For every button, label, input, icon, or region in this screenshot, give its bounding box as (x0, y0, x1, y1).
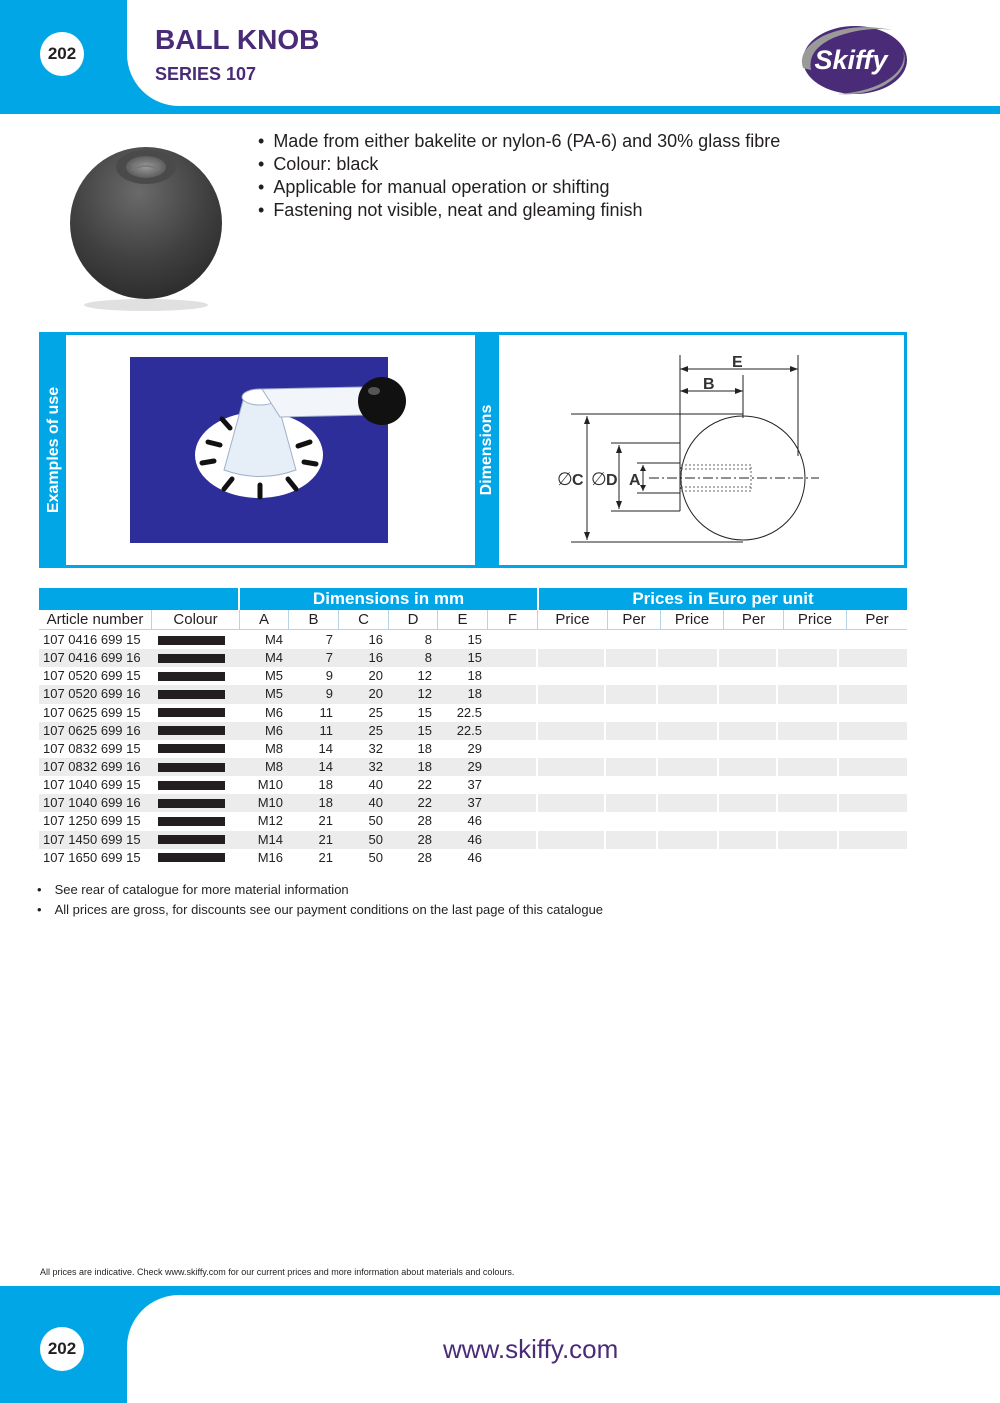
prices-group-header: Prices in Euro per unit (539, 588, 907, 610)
dim-a-cell: M16 (257, 849, 283, 865)
price-cell (776, 685, 837, 703)
dim-e-cell: 15 (467, 650, 482, 666)
dim-e-cell: 22.5 (456, 704, 482, 720)
col-header-per: Per (608, 610, 661, 630)
per-cell (604, 776, 656, 794)
note-item: • All prices are gross, for discounts see our payment conditions on the last page of this catalogue (37, 900, 603, 920)
per-cell (604, 667, 656, 685)
dim-d-cell: 15 (417, 722, 432, 738)
article-number-cell: 107 1040 699 15 (43, 777, 141, 793)
article-number-cell: 107 1040 699 16 (43, 795, 141, 811)
per-cell (717, 722, 776, 740)
colour-swatch (158, 636, 225, 645)
per-cell (837, 758, 896, 776)
dim-c-cell: 16 (368, 632, 383, 647)
dim-d-cell: 8 (424, 632, 432, 647)
dim-a-cell: M10 (257, 795, 283, 811)
colour-cell (152, 631, 240, 649)
colour-swatch (158, 654, 225, 663)
dim-f-cell (488, 722, 536, 740)
article-number-cell: 107 1250 699 15 (43, 813, 141, 829)
note-item: • See rear of catalogue for more material information (37, 880, 603, 900)
dim-f-cell (488, 776, 536, 794)
colour-swatch (158, 799, 225, 808)
dim-d-cell: 22 (417, 795, 432, 811)
dim-b-cell: 18 (318, 777, 333, 793)
dim-b-cell: 14 (318, 758, 333, 774)
colour-swatch (158, 763, 225, 772)
per-cell (837, 704, 896, 722)
dim-c-cell: 50 (368, 813, 383, 829)
table-column-header (39, 610, 907, 630)
table-row (39, 631, 907, 649)
dim-d-cell: 12 (417, 668, 432, 684)
col-header-d: D (389, 610, 438, 630)
dim-c-cell: 25 (368, 722, 383, 738)
colour-cell (152, 758, 240, 776)
dim-c-cell: 32 (368, 740, 383, 756)
article-number-cell: 107 0520 699 15 (43, 668, 141, 684)
per-cell (837, 831, 896, 849)
per-cell (837, 776, 896, 794)
per-cell (837, 794, 896, 812)
diameter-symbol: ∅ (557, 469, 573, 489)
price-cell (536, 649, 604, 667)
dim-b-cell: 11 (319, 722, 333, 738)
per-cell (717, 685, 776, 703)
per-cell (717, 649, 776, 667)
price-cell (536, 631, 604, 649)
price-cell (776, 667, 837, 685)
per-cell (837, 722, 896, 740)
dim-e-cell: 18 (467, 668, 482, 684)
dim-e-cell: 22.5 (456, 722, 482, 738)
price-cell (536, 831, 604, 849)
table-row (39, 685, 907, 703)
dim-c-cell: 40 (368, 795, 383, 811)
per-cell (604, 649, 656, 667)
colour-cell (152, 740, 240, 758)
colour-cell (152, 812, 240, 830)
colour-swatch (158, 835, 225, 844)
colour-cell (152, 704, 240, 722)
col-header-price: Price (661, 610, 724, 630)
dim-f-cell (488, 740, 536, 758)
dim-b-cell: 7 (325, 632, 333, 647)
dim-f-cell (488, 649, 536, 667)
colour-swatch (158, 726, 225, 735)
price-cell (776, 812, 837, 830)
dim-b-cell: 9 (325, 668, 333, 684)
dim-c-cell: 20 (368, 668, 383, 684)
table-row (39, 649, 907, 667)
table-row (39, 794, 907, 812)
price-cell (656, 631, 717, 649)
dim-b-cell: 7 (325, 650, 333, 666)
price-cell (776, 776, 837, 794)
per-cell (717, 704, 776, 722)
per-cell (717, 776, 776, 794)
feature-item: • Made from either bakelite or nylon-6 (PA-6) and 30% glass fibre (258, 130, 780, 153)
dim-d-cell: 18 (417, 758, 432, 774)
example-of-use-illustration (104, 335, 512, 565)
table-row (39, 758, 907, 776)
table-row (39, 812, 907, 830)
skiffy-logo (793, 20, 913, 100)
dim-a-cell: M8 (264, 740, 283, 756)
article-number-cell: 107 0832 699 16 (43, 758, 141, 774)
dim-f-cell (488, 794, 536, 812)
dim-d-cell: 18 (417, 740, 432, 756)
blank-header-block (39, 588, 238, 610)
per-cell (837, 631, 896, 649)
dimension-drawing (499, 335, 904, 565)
per-cell (717, 758, 776, 776)
dim-a-cell: M5 (264, 686, 283, 702)
dim-b-cell: 21 (318, 813, 333, 829)
price-cell (776, 794, 837, 812)
price-cell (536, 667, 604, 685)
dim-f-cell (488, 631, 536, 649)
colour-cell (152, 667, 240, 685)
product-table (39, 588, 907, 867)
price-cell (776, 831, 837, 849)
price-cell (656, 704, 717, 722)
dim-f-cell (488, 667, 536, 685)
dim-f-cell (488, 812, 536, 830)
price-cell (776, 722, 837, 740)
price-cell (536, 758, 604, 776)
article-number-cell: 107 0832 699 15 (43, 740, 141, 756)
dim-d-cell: 12 (417, 686, 432, 702)
price-cell (656, 722, 717, 740)
price-cell (656, 649, 717, 667)
dim-b-cell: 14 (318, 740, 333, 756)
price-cell (536, 849, 604, 867)
diameter-symbol: ∅ (591, 469, 607, 489)
price-cell (656, 831, 717, 849)
dim-label-e: E (732, 354, 743, 371)
colour-swatch (158, 690, 225, 699)
dim-label-d: D (606, 472, 618, 489)
col-header-b: B (289, 610, 339, 630)
dim-a-cell: M6 (264, 722, 283, 738)
price-cell (536, 812, 604, 830)
dim-b-cell: 9 (325, 686, 333, 702)
per-cell (604, 831, 656, 849)
per-cell (604, 631, 656, 649)
price-cell (656, 776, 717, 794)
dim-c-cell: 16 (368, 650, 383, 666)
dim-e-cell: 29 (467, 758, 482, 774)
per-cell (837, 812, 896, 830)
col-header-c: C (339, 610, 389, 630)
per-cell (717, 812, 776, 830)
feature-item: • Applicable for manual operation or shifting (258, 176, 780, 199)
price-cell (656, 758, 717, 776)
dim-c-cell: 20 (368, 686, 383, 702)
article-number-cell: 107 0416 699 15 (43, 632, 141, 647)
colour-cell (152, 685, 240, 703)
page-subtitle: SERIES 107 (155, 64, 257, 84)
article-number-cell: 107 0520 699 16 (43, 686, 141, 702)
per-cell (717, 667, 776, 685)
dim-e-cell: 46 (467, 849, 482, 865)
dim-c-cell: 25 (368, 704, 383, 720)
colour-swatch (158, 672, 225, 681)
price-cell (776, 704, 837, 722)
dim-a-cell: M12 (257, 813, 283, 829)
per-cell (837, 740, 896, 758)
colour-swatch (158, 744, 225, 753)
per-cell (837, 849, 896, 867)
notes-list (37, 880, 603, 919)
per-cell (604, 722, 656, 740)
dim-c-cell: 32 (368, 758, 383, 774)
dim-e-cell: 18 (467, 686, 482, 702)
price-cell (536, 685, 604, 703)
price-cell (656, 794, 717, 812)
price-cell (776, 649, 837, 667)
price-cell (536, 794, 604, 812)
dim-e-cell: 46 (467, 813, 482, 829)
per-cell (717, 794, 776, 812)
table-row (39, 704, 907, 722)
dim-e-cell: 15 (467, 632, 482, 647)
dim-f-cell (488, 685, 536, 703)
article-number-cell: 107 0416 699 16 (43, 650, 141, 666)
col-header-f: F (488, 610, 538, 630)
colour-swatch (158, 781, 225, 790)
article-number-cell: 107 1450 699 15 (43, 831, 141, 847)
dim-f-cell (488, 831, 536, 849)
dim-e-cell: 37 (467, 777, 482, 793)
dim-c-cell: 50 (368, 831, 383, 847)
price-cell (656, 812, 717, 830)
dim-a-cell: M14 (257, 831, 283, 847)
price-cell (536, 704, 604, 722)
colour-swatch (158, 853, 225, 862)
dim-b-cell: 18 (318, 795, 333, 811)
price-cell (656, 740, 717, 758)
dim-e-cell: 37 (467, 795, 482, 811)
ball-knob-image (62, 135, 232, 315)
per-cell (604, 758, 656, 776)
per-cell (837, 649, 896, 667)
price-cell (776, 740, 837, 758)
price-cell (776, 758, 837, 776)
per-cell (604, 812, 656, 830)
website-link[interactable]: www.skiffy.com (443, 1334, 619, 1364)
dim-f-cell (488, 849, 536, 867)
price-cell (656, 849, 717, 867)
dim-d-cell: 8 (424, 650, 432, 666)
per-cell (604, 740, 656, 758)
dim-a-cell: M8 (264, 758, 283, 774)
table-group-header (39, 588, 907, 610)
article-number-cell: 107 1650 699 15 (43, 849, 141, 865)
price-cell (536, 740, 604, 758)
col-header-price: Price (538, 610, 608, 630)
dim-a-cell: M4 (264, 632, 283, 647)
colour-cell (152, 649, 240, 667)
dim-c-cell: 50 (368, 849, 383, 865)
dim-c-cell: 40 (368, 777, 383, 793)
table-row (39, 831, 907, 849)
per-cell (604, 794, 656, 812)
logo-text: Skiffy (814, 45, 888, 75)
dim-a-cell: M10 (257, 777, 283, 793)
price-disclaimer: All prices are indicative. Check www.skiffy.com for our current prices and more information about materials and colours. (40, 1267, 515, 1277)
dimensions-group-header: Dimensions in mm (240, 588, 537, 610)
examples-label: Examples of use (45, 386, 62, 514)
table-row (39, 740, 907, 758)
feature-item: • Fastening not visible, neat and gleaming finish (258, 199, 780, 222)
colour-cell (152, 849, 240, 867)
per-cell (717, 831, 776, 849)
illustration-panels (39, 332, 907, 568)
colour-cell (152, 722, 240, 740)
article-number-cell: 107 0625 699 15 (43, 704, 141, 720)
dim-b-cell: 21 (318, 849, 333, 865)
col-header-per: Per (847, 610, 907, 630)
colour-swatch (158, 817, 225, 826)
per-cell (604, 849, 656, 867)
feature-item: • Colour: black (258, 153, 780, 176)
col-header-article: Article number (39, 610, 152, 630)
colour-swatch (158, 708, 225, 717)
page-number-badge: 202 (40, 32, 84, 76)
dim-a-cell: M4 (264, 650, 283, 666)
col-header-a: A (240, 610, 289, 630)
examples-tab (42, 335, 66, 565)
dim-b-cell: 11 (319, 704, 333, 720)
colour-cell (152, 776, 240, 794)
dim-d-cell: 28 (417, 831, 432, 847)
dim-a-cell: M6 (264, 704, 283, 720)
per-cell (604, 685, 656, 703)
col-header-colour: Colour (152, 610, 240, 630)
dim-e-cell: 46 (467, 831, 482, 847)
dim-f-cell (488, 758, 536, 776)
col-header-per: Per (724, 610, 784, 630)
per-cell (837, 685, 896, 703)
dim-a-cell: M5 (264, 668, 283, 684)
col-header-price: Price (784, 610, 847, 630)
price-cell (656, 667, 717, 685)
table-row (39, 776, 907, 794)
col-header-e: E (438, 610, 488, 630)
per-cell (717, 849, 776, 867)
price-cell (656, 685, 717, 703)
page-title: BALL KNOB (155, 24, 320, 55)
price-cell (776, 631, 837, 649)
dim-label-a: A (629, 472, 641, 489)
per-cell (604, 704, 656, 722)
price-cell (536, 776, 604, 794)
table-body (39, 631, 907, 867)
dim-label-c: C (572, 472, 584, 489)
feature-list (258, 130, 780, 222)
dimensions-label: Dimensions (478, 404, 495, 496)
price-cell (776, 849, 837, 867)
dim-e-cell: 29 (467, 740, 482, 756)
price-cell (536, 722, 604, 740)
dim-b-cell: 21 (318, 831, 333, 847)
colour-cell (152, 794, 240, 812)
per-cell (717, 631, 776, 649)
article-number-cell: 107 0625 699 16 (43, 722, 141, 738)
dim-d-cell: 22 (417, 777, 432, 793)
dim-d-cell: 28 (417, 849, 432, 865)
dimensions-tab (475, 335, 499, 565)
per-cell (837, 667, 896, 685)
dim-d-cell: 15 (417, 704, 432, 720)
dim-label-b: B (703, 376, 715, 393)
table-row (39, 849, 907, 867)
dim-f-cell (488, 704, 536, 722)
colour-cell (152, 831, 240, 849)
dim-d-cell: 28 (417, 813, 432, 829)
footer-page-number-badge: 202 (40, 1327, 84, 1371)
table-row (39, 722, 907, 740)
per-cell (717, 740, 776, 758)
table-row (39, 667, 907, 685)
